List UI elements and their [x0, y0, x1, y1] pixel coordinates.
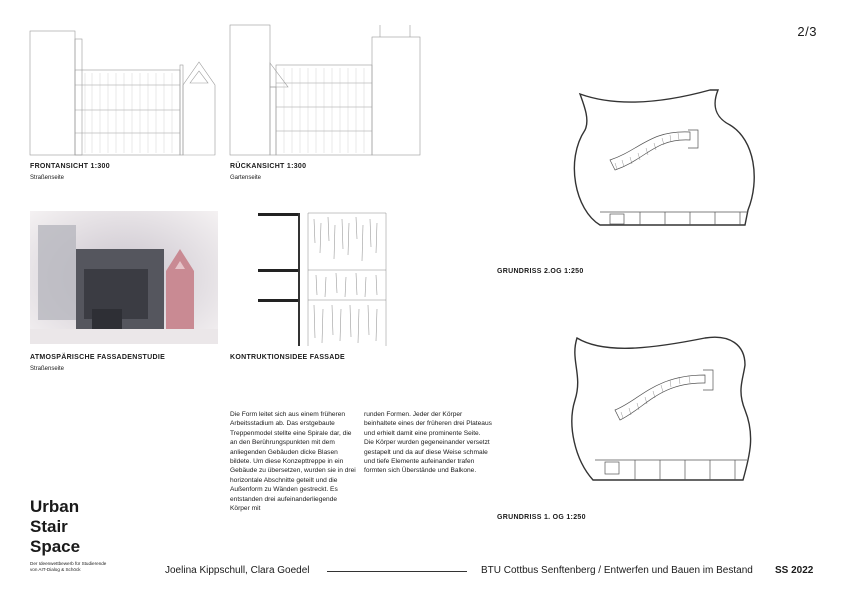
urban-stair-space-logo	[30, 497, 80, 557]
footer-authors: Joelina Kippschull, Clara Goedel	[165, 565, 310, 576]
floor-plan-2og-caption	[497, 268, 584, 275]
logo-subtitle-line-2: von AIT-Dialog & Schöck	[30, 567, 81, 572]
back-elevation-subtitle: Gartenseite	[230, 175, 262, 181]
construction-facade-drawing	[258, 213, 388, 346]
back-elevation-caption	[230, 163, 306, 181]
atmospheric-facade-caption	[30, 354, 165, 372]
footer-semester: SS 2022	[775, 565, 814, 576]
logo-line-2: Stair	[30, 517, 68, 536]
floor-plan-2og-title: GRUNDRISS 2.OG 1:250	[497, 268, 584, 275]
front-elevation-drawing	[30, 25, 220, 155]
footer-institution: BTU Cottbus Senftenberg / Entwerfen und Bauen im Bestand	[481, 565, 753, 576]
floor-plan-1og-drawing	[565, 330, 765, 485]
floor-plan-1og-caption	[497, 514, 586, 521]
logo-subtitle	[30, 561, 130, 573]
construction-facade-title: KONTRUKTIONSIDEE FASSADE	[230, 354, 345, 361]
construction-facade-caption	[230, 354, 345, 361]
logo-line-1: Urban	[30, 497, 80, 516]
atmospheric-facade-title: ATMOSPÄRISCHE FASSADENSTUDIE	[30, 354, 166, 361]
description-column-1: Die Form leitet sich aus einem früheren Arbeitsstadium ab. Das erstgebaute Treppenmodel stellte eine Spirale dar, die an den Berührungspunkten mit dem anliegenden Gebäuden dicke Blasen bildete. Um diese Konzepttreppe in ein Gebäude zu übersetzen, wurden sie in drei horizontale Abschnitte geteilt und die Außenform zu Wänden gestreckt. Es entstanden drei aufeinanderliegende Körper mit	[230, 411, 356, 513]
floor-plan-2og-drawing	[570, 90, 770, 240]
footer-divider	[327, 571, 467, 572]
back-elevation-drawing	[230, 25, 420, 155]
atmospheric-facade-image	[30, 211, 218, 344]
logo-line-3: Space	[30, 537, 81, 556]
front-elevation-subtitle: Straßenseite	[30, 175, 65, 181]
logo-subtitle-line-1: Der Ideenwettbewerb für Studierende	[30, 561, 107, 566]
description-column-2: runden Formen. Jeder der Körper beinhaltete eines der früheren drei Plateaus und erhielt damit eine prominente Seite. Die Körper wurden gegeneinander versetzt gestapelt und da auf diese Weise schmale und tiefe Elemente aufeinander trafen formten sich Überstände und Balkone.	[364, 411, 492, 475]
back-elevation-title: RÜCKANSICHT 1:300	[230, 163, 307, 170]
front-elevation-title: FRONTANSICHT 1:300	[30, 163, 110, 170]
floor-plan-1og-title: GRUNDRISS 1. OG 1:250	[497, 514, 586, 521]
atmospheric-facade-subtitle: Straßenseite	[30, 366, 65, 372]
page-number: 2/3	[797, 24, 817, 39]
front-elevation-caption	[30, 163, 110, 181]
